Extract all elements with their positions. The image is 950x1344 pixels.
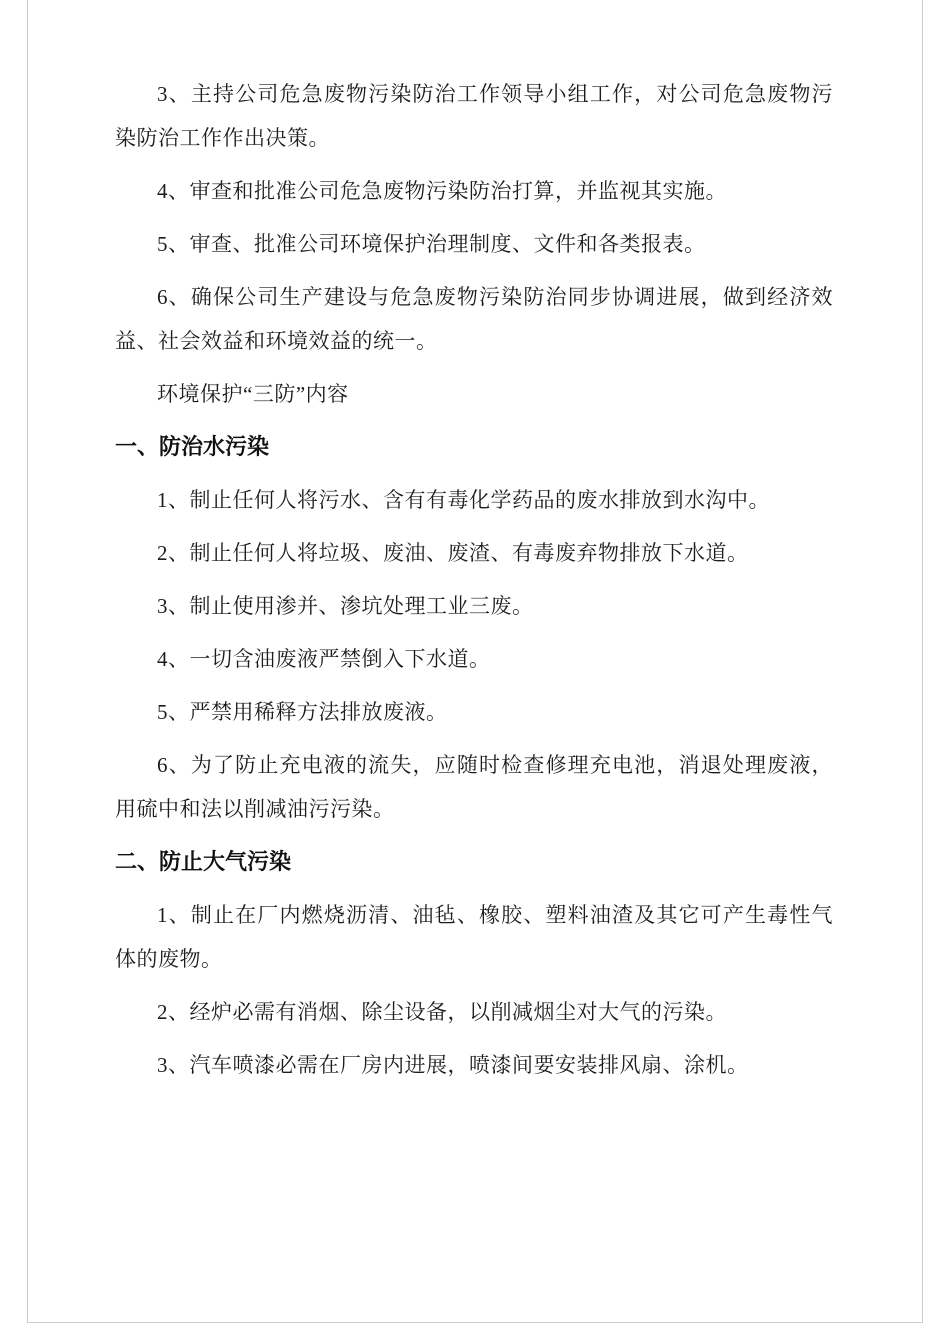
paragraph-air-3: 3、汽车喷漆必需在厂房内进展，喷漆间要安装排风扇、涂机。 — [157, 1053, 749, 1077]
paragraph-water-1: 1、制止任何人将污水、含有有毒化学药品的废水排放到水沟中。 — [157, 488, 770, 512]
paragraph-water-4: 4、一切含油废液严禁倒入下水道。 — [157, 647, 491, 671]
paragraph-water-5: 5、严禁用稀释方法排放废液。 — [157, 700, 448, 724]
paragraph-duty-4: 4、审查和批准公司危急废物污染防治打算，并监视其实施。 — [157, 179, 727, 203]
paragraph-water-6: 6、为了防止充电液的流失，应随时检查修理充电池，消退处理废液，用硫中和法以削减油污污染。 — [115, 753, 833, 821]
paragraph-duty-6: 6、确保公司生产建设与危急废物污染防治同步协调进展，做到经济效益、社会效益和环境效益的统一。 — [115, 285, 833, 353]
section-heading-water: 一、防治水污染 — [115, 434, 270, 459]
paragraph-duty-5: 5、审查、批准公司环境保护治理制度、文件和各类报表。 — [157, 232, 706, 256]
paragraph-duty-3: 3、主持公司危急废物污染防治工作领导小组工作，对公司危急废物污染防治工作作出决策。 — [115, 82, 833, 150]
paragraph-air-1: 1、制止在厂内燃烧沥清、油毡、橡胶、塑料油渣及其它可产生毒性气体的废物。 — [115, 903, 833, 971]
paragraph-water-3: 3、制止使用渗并、渗坑处理工业三废。 — [157, 594, 534, 618]
paragraph-water-2: 2、制止任何人将垃圾、废油、废渣、有毒废弃物排放下水道。 — [157, 541, 749, 565]
section-heading-air: 二、防止大气污染 — [115, 849, 292, 874]
document-content — [115, 72, 833, 1096]
paragraph-air-2: 2、经炉必需有消烟、除尘设备，以削减烟尘对大气的污染。 — [157, 1000, 727, 1024]
paragraph-sanfang-intro: 环境保护“三防”内容 — [157, 382, 349, 406]
